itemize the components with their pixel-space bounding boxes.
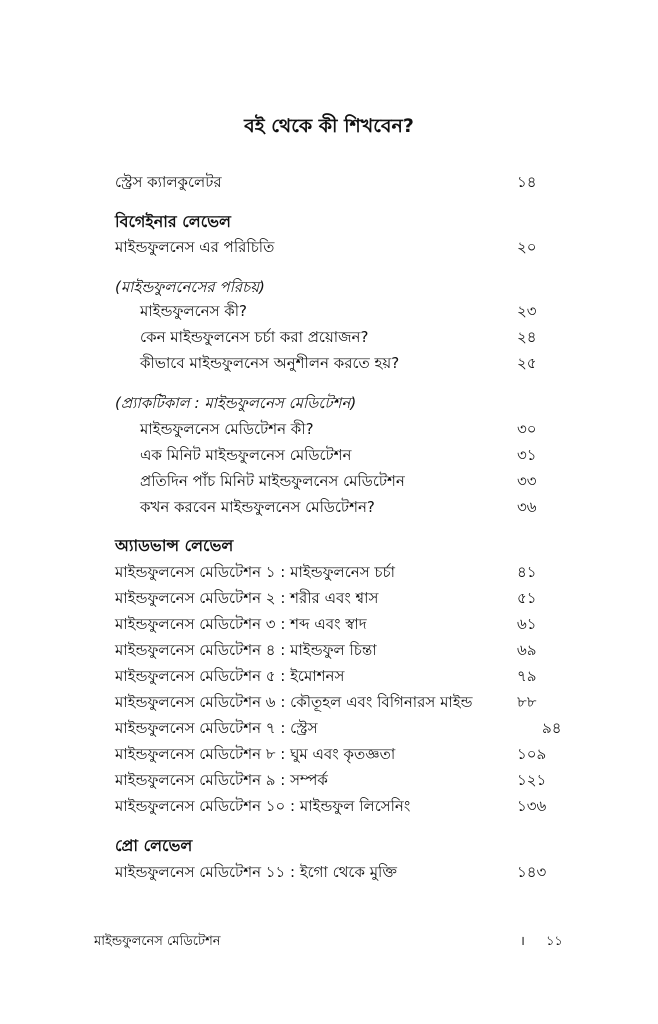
toc-entry-title: স্ট্রেস ক্যালকুলেটর	[115, 173, 222, 191]
toc-entry-title: মাইন্ডফুলনেস মেডিটেশন ৫ : ইমোশনস	[115, 667, 345, 685]
toc-entry	[0, 443, 658, 467]
toc-entry-title: মাইন্ডফুলনেস মেডিটেশন ১০ : মাইন্ডফুল লিসেনিং	[115, 797, 411, 815]
toc-entry	[0, 586, 658, 610]
toc-entry-title: (প্র্যাকটিকাল : মাইন্ডফুলনেস মেডিটেশন)	[115, 394, 357, 412]
toc-entry	[0, 351, 658, 375]
toc-entry	[0, 742, 658, 766]
toc-entry-title: কখন করবেন মাইন্ডফুলনেস মেডিটেশন?	[140, 498, 375, 516]
toc-entry-title: মাইন্ডফুলনেস কী?	[140, 302, 248, 320]
toc-entry-page: ২৫	[517, 354, 537, 372]
toc-entry	[0, 560, 658, 584]
toc-entry	[0, 638, 658, 662]
toc-entry-title: মাইন্ডফুলনেস মেডিটেশন ৬ : কৌতূহল এবং বিগিনারস মাইন্ড	[115, 693, 473, 711]
toc-entry-page: ৯৪	[542, 719, 562, 737]
toc-entry-title: মাইন্ডফুলনেস মেডিটেশন ২ : শরীর এবং শ্বাস	[115, 589, 379, 607]
toc-entry-page: ১৪	[517, 173, 537, 191]
toc-entry-page: ৫১	[517, 589, 537, 607]
toc-entry-title: মাইন্ডফুলনেস মেডিটেশন কী?	[140, 420, 314, 438]
toc-entry	[0, 495, 658, 519]
toc-entry-title: মাইন্ডফুলনেস মেডিটেশন ১ : মাইন্ডফুলনেস চর্চা	[115, 563, 395, 581]
toc-entry-title: প্রো লেভেল	[115, 836, 193, 855]
toc-entry-title: কীভাবে মাইন্ডফুলনেস অনুশীলন করতে হয়?	[140, 354, 400, 372]
toc-entry-title: বিগেইনার লেভেল	[115, 212, 231, 231]
toc-entry	[0, 417, 658, 441]
toc-entry-title: (মাইন্ডফুলনেসের পরিচয়)	[115, 278, 265, 296]
toc-entry-page: ১০৯	[517, 745, 547, 763]
toc-entry	[0, 860, 658, 884]
toc-entry	[0, 170, 658, 194]
toc-subheading	[0, 275, 658, 299]
toc-entry-page: ৭৯	[517, 667, 537, 685]
toc-entry-page: ২৩	[517, 302, 537, 320]
toc-entry-page: ৩১	[517, 446, 537, 464]
toc-entry	[0, 235, 658, 259]
toc-entry-title: প্রতিদিন পাঁচ মিনিট মাইন্ডফুলনেস মেডিটেশন	[140, 472, 405, 490]
toc-entry-title: এক মিনিট মাইন্ডফুলনেস মেডিটেশন	[140, 446, 352, 464]
toc-entry-title: মাইন্ডফুলনেস মেডিটেশন ১১ : ইগো থেকে মুক্তি	[115, 863, 397, 881]
toc-entry-page: ৪১	[517, 563, 537, 581]
toc-entry	[0, 469, 658, 493]
toc-section-heading	[0, 210, 658, 234]
toc-entry-title: মাইন্ডফুলনেস মেডিটেশন ৮ : ঘুম এবং কৃতজ্ঞতা	[115, 745, 396, 763]
toc-entry-title: অ্যাডভান্স লেভেল	[115, 536, 234, 555]
toc-entry-title: মাইন্ডফুলনেস মেডিটেশন ৪ : মাইন্ডফুল চিন্তা	[115, 641, 377, 659]
toc-section-heading	[0, 834, 658, 858]
toc-entry-page: ৩০	[517, 420, 537, 438]
toc-entry-title: কেন মাইন্ডফুলনেস চর্চা করা প্রয়োজন?	[140, 328, 369, 346]
toc-entry-title: মাইন্ডফুলনেস মেডিটেশন ৭ : স্ট্রেস	[115, 719, 318, 737]
toc-entry-page: ৮৮	[517, 693, 537, 711]
toc-entry-page: ২৪	[517, 328, 537, 346]
toc-entry-page: ১৪৩	[517, 863, 547, 881]
page-footer	[0, 930, 658, 954]
footer-separator: ।	[520, 934, 525, 949]
toc-entry	[0, 768, 658, 792]
toc-entry	[0, 612, 658, 636]
toc-entry	[0, 716, 658, 740]
toc-entry-title: মাইন্ডফুলনেস মেডিটেশন ৩ : শব্দ এবং স্বাদ	[115, 615, 367, 633]
toc-entry	[0, 794, 658, 818]
toc-entry	[0, 664, 658, 688]
footer-page-number: ১১	[546, 934, 563, 949]
toc-entry-page: ৬৯	[517, 641, 537, 659]
toc-entry-page: ৬১	[517, 615, 537, 633]
toc-entry	[0, 690, 658, 714]
toc-entry-page: ১৩৬	[517, 797, 547, 815]
footer-book-title: মাইন্ডফুলনেস মেডিটেশন	[94, 934, 221, 949]
toc-section-heading	[0, 534, 658, 558]
toc-entry-page: ৩৬	[517, 498, 537, 516]
toc-entry-page: ১২১	[517, 771, 547, 789]
toc-entry-page: ২০	[517, 238, 537, 256]
toc-entry-title: মাইন্ডফুলনেস মেডিটেশন ৯ : সম্পর্ক	[115, 771, 328, 789]
toc-entry-page: ৩৩	[517, 472, 537, 490]
toc-entry	[0, 299, 658, 323]
toc-entry	[0, 325, 658, 349]
page-title: বই থেকে কী শিখবেন?	[244, 115, 414, 137]
toc-subheading	[0, 391, 658, 415]
toc-entry-title: মাইন্ডফুলনেস এর পরিচিতি	[115, 238, 275, 256]
